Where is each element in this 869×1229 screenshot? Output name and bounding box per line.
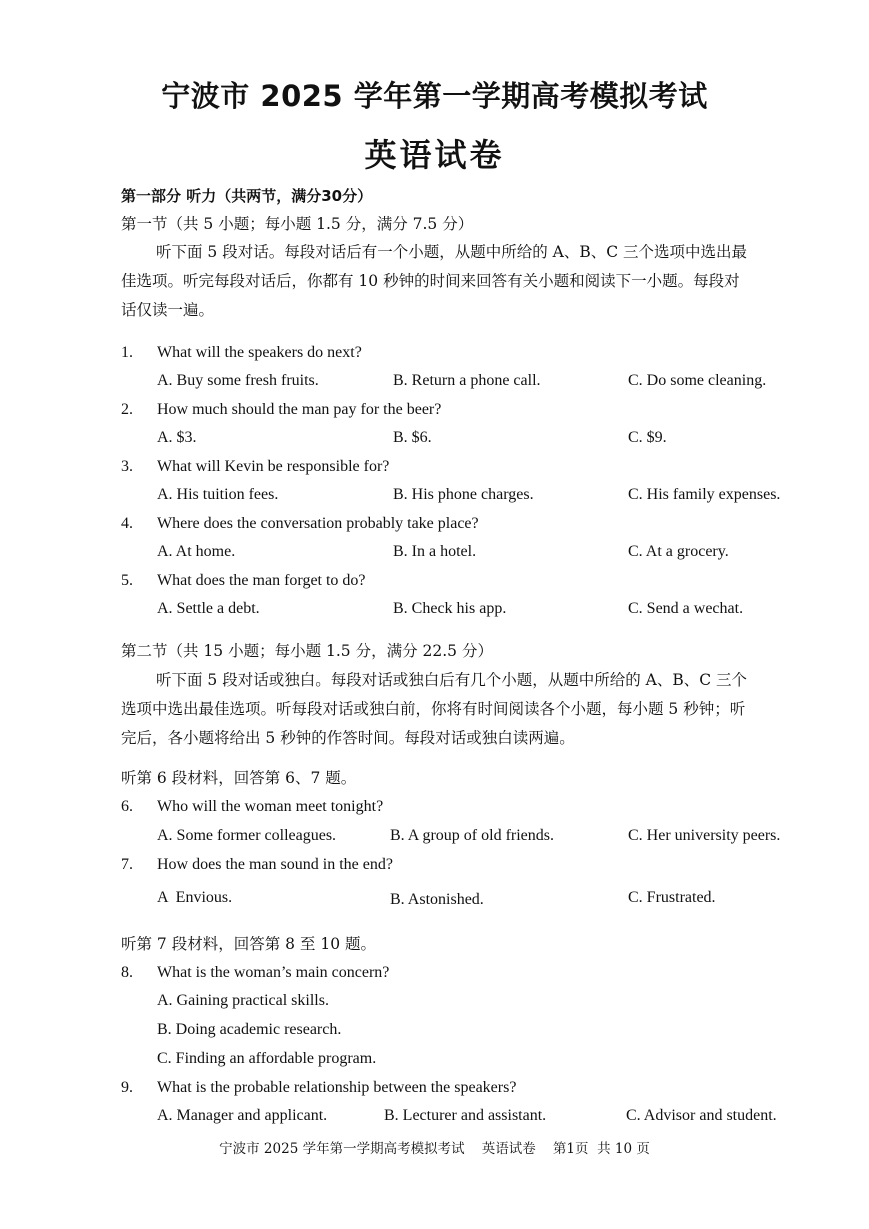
option-b: B. Doing academic research. [157, 1021, 342, 1038]
option-c: C. Finding an affordable program. [157, 1050, 377, 1067]
question-text: Who will the woman meet tonight? [157, 798, 384, 815]
option-a: A. Some former colleagues. [157, 827, 337, 844]
option-a: A. $3. [157, 429, 197, 446]
option-a: A. His tuition fees. [157, 486, 279, 503]
question-number: 3. [121, 458, 133, 475]
question-number: 8. [121, 964, 133, 981]
part1-heading: 第一部分 听力（共两节，满分30分） [121, 187, 373, 205]
option-c: C. Frustrated. [628, 889, 716, 906]
option-b: B. His phone charges. [393, 486, 534, 503]
option-a: A. Settle a debt. [157, 600, 260, 617]
option-c: C. Her university peers. [628, 827, 781, 844]
question-text: How much should the man pay for the beer? [157, 401, 442, 418]
option-c: C. $9. [628, 429, 667, 446]
question-text: How does the man sound in the end? [157, 856, 393, 873]
question-text: Where does the conversation probably take place? [157, 515, 479, 532]
page-footer: 宁波市 2025 学年第一学期高考模拟考试 英语试卷 第1页 共 10 页 [219, 1141, 650, 1157]
section2-instructions-line1: 听下面 5 段对话或独白。每段对话或独白后有几个小题，从题中所给的 A、B、C 三个 [156, 671, 748, 689]
option-a: A. At home. [157, 543, 236, 560]
question-text: What will the speakers do next? [157, 344, 362, 361]
option-b: B. Return a phone call. [393, 372, 541, 389]
question-number: 5. [121, 572, 133, 589]
exam-subtitle: 英语试卷 [364, 136, 505, 174]
question-text: What is the probable relationship between the speakers? [157, 1079, 517, 1096]
option-a: A. Gaining practical skills. [157, 992, 329, 1009]
option-b: B. Lecturer and assistant. [384, 1107, 547, 1124]
section2-heading: 第二节（共 15 小题；每小题 1.5 分，满分 22.5 分） [121, 642, 493, 660]
section1-instructions-line1: 听下面 5 段对话。每段对话后有一个小题，从题中所给的 A、B、C 三个选项中选出最 [156, 243, 748, 261]
question-number: 1. [121, 344, 133, 361]
section1-instructions-line2: 佳选项。听完每段对话后，你都有 10 秒钟的时间来回答有关小题和阅读下一小题。每段对 [121, 272, 740, 290]
section1-instructions-line3: 话仅读一遍。 [121, 301, 215, 319]
question-number: 7. [121, 856, 133, 873]
option-a: A Envious. [157, 889, 233, 906]
material-7-instruction: 听第 7 段材料，回答第 8 至 10 题。 [121, 935, 377, 953]
question-number: 9. [121, 1079, 133, 1096]
option-b: B. A group of old friends. [390, 827, 554, 844]
option-c: C. His family expenses. [628, 486, 781, 503]
section1-heading: 第一节（共 5 小题；每小题 1.5 分，满分 7.5 分） [121, 215, 474, 233]
option-a: A. Manager and applicant. [157, 1107, 328, 1124]
option-b: B. Astonished. [390, 891, 484, 908]
question-number: 4. [121, 515, 133, 532]
exam-title: 宁波市 2025 学年第一学期高考模拟考试 [161, 79, 708, 113]
question-text: What will Kevin be responsible for? [157, 458, 390, 475]
option-c: C. Advisor and student. [626, 1107, 777, 1124]
question-number: 2. [121, 401, 133, 418]
question-text: What is the woman’s main concern? [157, 964, 390, 981]
material-6-instruction: 听第 6 段材料，回答第 6、7 题。 [121, 769, 357, 787]
question-number: 6. [121, 798, 133, 815]
option-c: C. Send a wechat. [628, 600, 744, 617]
section2-instructions-line3: 完后，各小题将给出 5 秒钟的作答时间。每段对话或独白读两遍。 [121, 729, 575, 747]
option-b: B. Check his app. [393, 600, 507, 617]
option-b: B. $6. [393, 429, 432, 446]
option-c: C. Do some cleaning. [628, 372, 767, 389]
option-a: A. Buy some fresh fruits. [157, 372, 319, 389]
option-c: C. At a grocery. [628, 543, 729, 560]
option-b: B. In a hotel. [393, 543, 477, 560]
section2-instructions-line2: 选项中选出最佳选项。听每段对话或独白前，你将有时间阅读各个小题，每小题 5 秒钟；听 [121, 700, 746, 718]
question-text: What does the man forget to do? [157, 572, 366, 589]
